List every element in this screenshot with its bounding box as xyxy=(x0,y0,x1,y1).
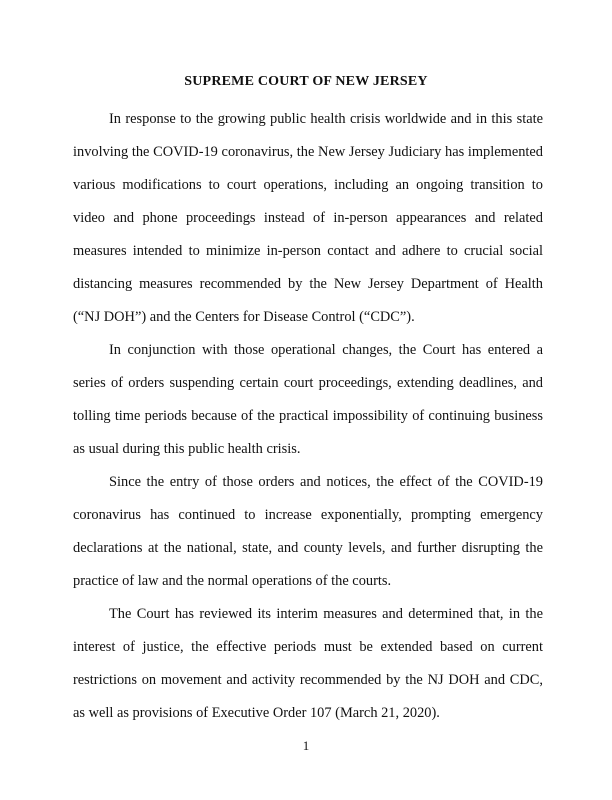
paragraph-3: Since the entry of those orders and notices, the effect of the COVID-19 coronavirus has continued to increase exponentially, prompting emergency declarations at the national, state, and county levels, and further disrupting the practice of law and the normal operations of the courts. xyxy=(73,474,543,589)
paragraph-2: In conjunction with those operational changes, the Court has entered a series of orders suspending certain court proceedings, extending deadlines, and tolling time periods because of the practical impossibility of continuing business as usual during this public health crisis. xyxy=(73,342,543,457)
page-title: SUPREME COURT OF NEW JERSEY xyxy=(184,74,428,89)
paragraph-4: The Court has reviewed its interim measures and determined that, in the interest of justice, the effective periods must be extended based on current restrictions on movement and activity recommended by the NJ DOH and CDC, as well as provisions of Executive Order 107 (March 21, 2020). xyxy=(73,606,543,721)
page-number: 1 xyxy=(302,738,310,753)
paragraph-1: In response to the growing public health crisis worldwide and in this state involving the COVID-19 coronavirus, the New Jersey Judiciary has implemented various modifications to court operations, including an ongoing transition to video and phone proceedings instead of in-person appearances and related measures intended to minimize in-person contact and adhere to crucial social distancing measures recommended by the New Jersey Department of Health (“NJ DOH”) and the Centers for Disease Control (“CDC”). xyxy=(73,111,543,325)
